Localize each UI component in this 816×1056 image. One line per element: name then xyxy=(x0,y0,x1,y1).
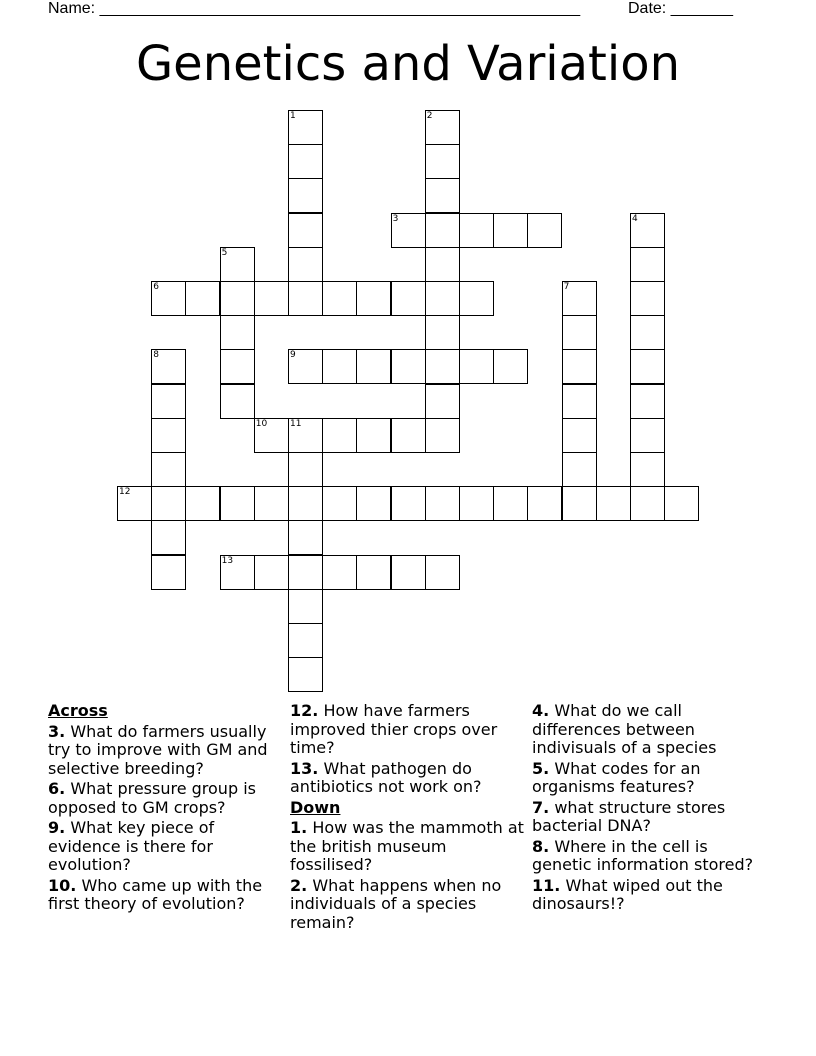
grid-cell[interactable] xyxy=(459,281,494,316)
cell-number: 2 xyxy=(426,111,433,121)
grid-cell[interactable] xyxy=(322,418,357,453)
clue-down-1 xyxy=(290,819,526,875)
grid-cell[interactable] xyxy=(220,486,255,521)
grid-cell[interactable] xyxy=(391,349,426,384)
cell-number: 3 xyxy=(392,213,399,224)
grid-cell[interactable] xyxy=(391,213,426,248)
clue-text: Who came up with the first theory of evolution? xyxy=(48,875,263,913)
grid-cell[interactable] xyxy=(151,281,186,316)
cell-number: 7 xyxy=(563,282,570,292)
grid-cell[interactable] xyxy=(117,486,152,521)
grid-cell[interactable] xyxy=(391,281,426,316)
grid-cell[interactable] xyxy=(356,281,391,316)
grid-cell[interactable] xyxy=(151,555,186,590)
grid-cell[interactable] xyxy=(562,486,597,521)
clue-text: How have farmers improved thier crops over time? xyxy=(290,701,498,757)
grid-cell[interactable] xyxy=(562,315,597,350)
grid-cell[interactable] xyxy=(220,247,255,282)
clue-column-2 xyxy=(290,702,526,934)
grid-cell[interactable] xyxy=(288,555,323,590)
grid-cell[interactable] xyxy=(630,281,665,316)
grid-cell[interactable] xyxy=(425,247,460,282)
clue-text: What pressure group is opposed to GM crops? xyxy=(48,779,256,817)
grid-cell[interactable] xyxy=(425,144,460,179)
cell-number: 6 xyxy=(153,282,159,292)
grid-cell[interactable] xyxy=(425,349,460,384)
grid-cell[interactable] xyxy=(288,247,323,282)
clue-down-4 xyxy=(532,702,768,758)
grid-cell[interactable] xyxy=(425,486,460,521)
clue-number: 5. xyxy=(532,758,550,778)
cell-number: 9 xyxy=(290,350,296,361)
grid-cell[interactable] xyxy=(288,657,323,692)
grid-cell[interactable] xyxy=(630,418,665,453)
grid-cell[interactable] xyxy=(459,349,494,384)
grid-cell[interactable] xyxy=(391,555,426,590)
clue-across-3 xyxy=(48,723,284,779)
grid-cell[interactable] xyxy=(562,418,597,453)
grid-cell[interactable] xyxy=(493,349,528,384)
clue-number: 4. xyxy=(532,701,550,720)
grid-cell[interactable] xyxy=(288,520,323,555)
grid-cell[interactable] xyxy=(288,589,323,624)
clue-text: What happens when no individuals of a species remain? xyxy=(290,875,502,932)
grid-cell[interactable] xyxy=(220,349,255,384)
clue-number: 11. xyxy=(532,875,561,895)
grid-cell[interactable] xyxy=(151,418,186,453)
date-field-label[interactable]: Date: _______ xyxy=(628,0,733,17)
grid-cell[interactable] xyxy=(356,349,391,384)
grid-cell[interactable] xyxy=(254,281,289,316)
grid-cell[interactable] xyxy=(425,555,460,590)
grid-cell[interactable] xyxy=(288,486,323,521)
grid-cell[interactable] xyxy=(151,452,186,487)
clue-down-5 xyxy=(532,760,768,797)
grid-cell[interactable] xyxy=(322,555,357,590)
grid-cell[interactable] xyxy=(562,349,597,384)
clue-text: what structure stores bacterial DNA? xyxy=(532,797,726,835)
grid-cell[interactable] xyxy=(493,213,528,248)
clue-column-1 xyxy=(48,702,284,916)
clue-number: 8. xyxy=(532,836,550,856)
grid-cell[interactable] xyxy=(664,486,699,521)
clue-text: What key piece of evidence is there for evolution? xyxy=(48,818,215,874)
cell-number: 11 xyxy=(290,418,302,429)
clue-number: 9. xyxy=(48,818,66,837)
clue-across-13 xyxy=(290,760,526,797)
grid-cell[interactable] xyxy=(630,384,665,419)
cell-number: 8 xyxy=(153,350,159,361)
clue-number: 3. xyxy=(48,721,66,741)
clue-text: How was the mammoth at the british museum fossilised? xyxy=(290,818,524,874)
cell-number: 12 xyxy=(119,487,131,498)
clue-text: What pathogen do antibiotics not work on? xyxy=(290,758,482,796)
grid-cell[interactable] xyxy=(288,623,323,658)
grid-cell[interactable] xyxy=(151,520,186,555)
grid-cell[interactable] xyxy=(425,213,460,248)
grid-cell[interactable] xyxy=(322,281,357,316)
grid-cell[interactable] xyxy=(391,486,426,521)
grid-cell[interactable] xyxy=(459,486,494,521)
clue-text: What do farmers usually try to improve with GM and selective breeding? xyxy=(48,721,268,778)
cell-number: 13 xyxy=(221,555,234,566)
grid-cell[interactable] xyxy=(288,110,323,145)
clue-number: 2. xyxy=(290,875,308,895)
grid-cell[interactable] xyxy=(185,281,220,316)
grid-cell[interactable] xyxy=(254,418,289,453)
clue-number: 10. xyxy=(48,875,77,895)
grid-cell[interactable] xyxy=(562,281,597,316)
cell-number: 5 xyxy=(221,247,228,258)
grid-cell[interactable] xyxy=(288,452,323,487)
grid-cell[interactable] xyxy=(425,315,460,350)
grid-cell[interactable] xyxy=(425,384,460,419)
grid-cell[interactable] xyxy=(220,281,255,316)
cell-number: 4 xyxy=(632,213,638,224)
grid-cell[interactable] xyxy=(254,486,289,521)
grid-cell[interactable] xyxy=(391,418,426,453)
grid-cell[interactable] xyxy=(459,213,494,248)
grid-cell[interactable] xyxy=(630,213,665,248)
clue-column-3 xyxy=(532,702,768,916)
grid-cell[interactable] xyxy=(596,486,631,521)
grid-cell[interactable] xyxy=(151,384,186,419)
grid-cell[interactable] xyxy=(630,452,665,487)
grid-cell[interactable] xyxy=(425,418,460,453)
clue-across-12 xyxy=(290,702,526,758)
grid-cell[interactable] xyxy=(151,486,186,521)
grid-cell[interactable] xyxy=(288,349,323,384)
grid-cell[interactable] xyxy=(288,281,323,316)
clue-number: 6. xyxy=(48,779,66,798)
grid-cell[interactable] xyxy=(220,384,255,419)
grid-cell[interactable] xyxy=(356,486,391,521)
grid-cell[interactable] xyxy=(527,486,562,521)
clue-down-7 xyxy=(532,799,768,836)
grid-cell[interactable] xyxy=(151,349,186,384)
grid-cell[interactable] xyxy=(288,418,323,453)
grid-cell[interactable] xyxy=(322,486,357,521)
name-field-label[interactable]: Name: ______________________________________________________ xyxy=(48,0,581,17)
grid-cell[interactable] xyxy=(425,110,460,145)
grid-cell[interactable] xyxy=(220,315,255,350)
grid-cell[interactable] xyxy=(425,281,460,316)
grid-cell[interactable] xyxy=(288,213,323,248)
clue-across-6 xyxy=(48,780,284,817)
grid-cell[interactable] xyxy=(527,213,562,248)
cell-number: 1 xyxy=(290,111,296,121)
clue-text: What codes for an organisms features? xyxy=(532,758,701,796)
clue-down-8 xyxy=(532,838,768,875)
down-heading: Down xyxy=(290,797,341,817)
grid-cell[interactable] xyxy=(562,452,597,487)
clue-across-10 xyxy=(48,877,284,914)
clue-number: 12. xyxy=(290,701,319,720)
clue-text: What do we call differences between indivisuals of a species xyxy=(532,701,717,757)
clue-down-2 xyxy=(290,877,526,933)
clue-text: Where in the cell is genetic information stored? xyxy=(532,836,754,874)
grid-cell[interactable] xyxy=(630,315,665,350)
grid-cell[interactable] xyxy=(220,555,255,590)
grid-cell[interactable] xyxy=(288,178,323,213)
grid-cell[interactable] xyxy=(356,418,391,453)
clue-number: 1. xyxy=(290,818,308,837)
clue-across-9 xyxy=(48,819,284,875)
grid-cell[interactable] xyxy=(630,349,665,384)
page-title: Genetics and Variation xyxy=(135,36,680,92)
grid-cell[interactable] xyxy=(356,555,391,590)
grid-cell[interactable] xyxy=(254,555,289,590)
grid-cell[interactable] xyxy=(562,384,597,419)
across-heading: Across xyxy=(48,701,108,720)
grid-cell[interactable] xyxy=(322,349,357,384)
grid-cell[interactable] xyxy=(493,486,528,521)
cell-number: 10 xyxy=(255,418,268,429)
grid-cell[interactable] xyxy=(425,178,460,213)
grid-cell[interactable] xyxy=(288,144,323,179)
clue-down-11 xyxy=(532,877,768,914)
grid-cell[interactable] xyxy=(630,486,665,521)
clue-number: 7. xyxy=(532,797,550,817)
grid-cell[interactable] xyxy=(630,247,665,282)
grid-cell[interactable] xyxy=(185,486,220,521)
clue-number: 13. xyxy=(290,758,319,778)
clue-text: What wiped out the dinosaurs!? xyxy=(532,875,723,913)
